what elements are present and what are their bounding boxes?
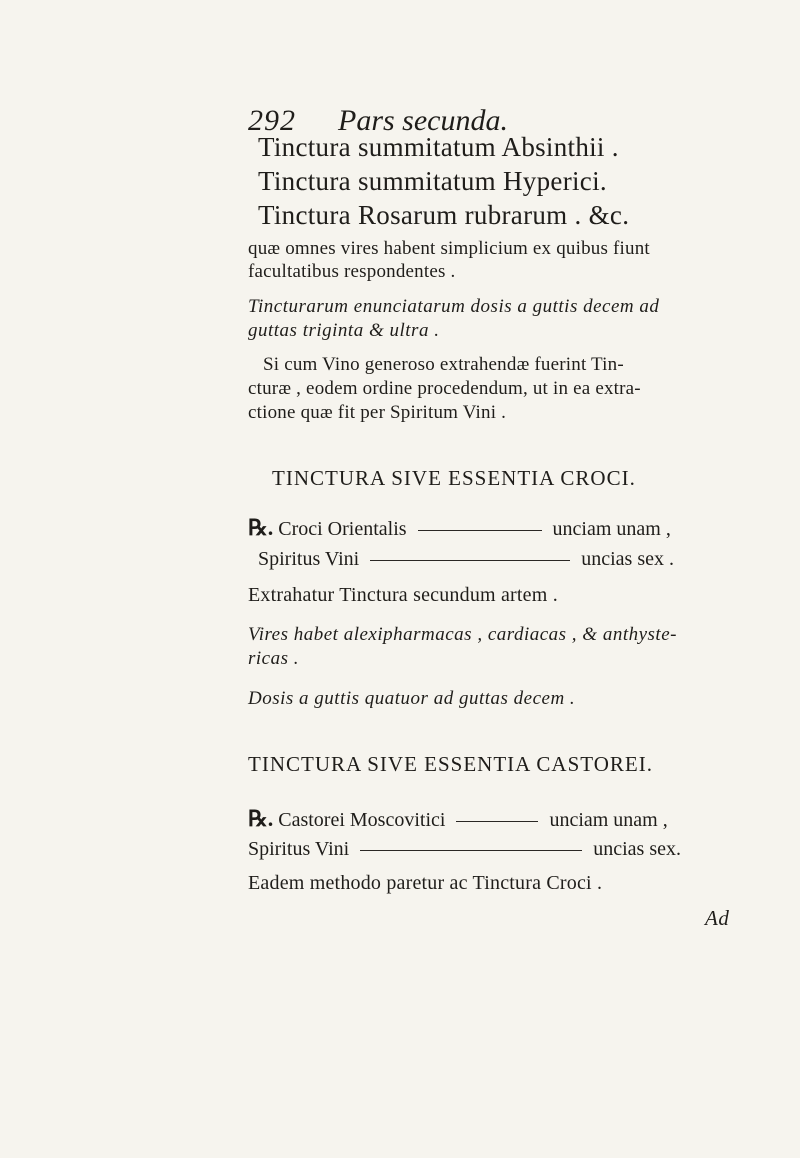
page-number: 292 bbox=[248, 104, 296, 137]
ingredient-amount: uncias sex. bbox=[593, 838, 681, 860]
dosis-line: Dosis a guttis quatuor ad guttas decem . bbox=[248, 688, 576, 709]
leader-dash bbox=[418, 530, 542, 531]
ingredient-amount: uncias sex . bbox=[581, 548, 674, 570]
ingredient-line bbox=[248, 515, 671, 541]
leader-dash bbox=[360, 850, 582, 851]
section-heading: TINCTURA SIVE ESSENTIA CASTOREI. bbox=[248, 752, 653, 776]
instruction: Eadem methodo paretur ac Tinctura Croci . bbox=[248, 872, 603, 894]
ingredient-line bbox=[258, 548, 674, 571]
list-item: Tinctura summitatum Absinthii . bbox=[258, 132, 619, 162]
paragraph-line: cturæ , eodem ordine procedendum, ut in ea extra- bbox=[248, 378, 641, 399]
ingredient-name: Croci Orientalis bbox=[278, 518, 407, 540]
recipe-symbol: ℞. bbox=[248, 806, 274, 831]
paragraph-line: ctione quæ fit per Spiritum Vini . bbox=[248, 402, 507, 423]
ingredient-line bbox=[248, 806, 668, 832]
running-title: Pars secunda. bbox=[338, 104, 508, 137]
list-item: Tinctura Rosarum rubrarum . &c. bbox=[258, 200, 630, 230]
vires-line: ricas . bbox=[248, 648, 299, 669]
dose-line: guttas triginta & ultra . bbox=[248, 320, 440, 341]
paragraph-line: facultatibus respondentes . bbox=[248, 261, 456, 282]
ingredient-amount: unciam unam , bbox=[549, 809, 668, 831]
catchword: Ad bbox=[705, 906, 730, 930]
leader-dash bbox=[370, 560, 570, 561]
section-heading: TINCTURA SIVE ESSENTIA CROCI. bbox=[272, 466, 636, 490]
vires-line: Vires habet alexipharmacas , cardiacas , & anthyste- bbox=[248, 624, 677, 645]
leader-dash bbox=[456, 821, 538, 822]
recipe-symbol: ℞. bbox=[248, 515, 274, 540]
ingredient-amount: unciam unam , bbox=[552, 518, 671, 540]
paragraph-line: quæ omnes vires habent simplicium ex quibus fiunt bbox=[248, 238, 650, 259]
paragraph-line: Si cum Vino generoso extrahendæ fuerint Tin- bbox=[263, 354, 624, 375]
dose-line: Tincturarum enunciatarum dosis a guttis decem ad bbox=[248, 296, 660, 317]
instruction: Extrahatur Tinctura secundum artem . bbox=[248, 584, 558, 606]
ingredient-name: Castorei Moscovitici bbox=[278, 809, 446, 831]
list-item: Tinctura summitatum Hyperici. bbox=[258, 166, 607, 196]
ingredient-line bbox=[248, 838, 681, 861]
ingredient-name: Spiritus Vini bbox=[258, 548, 360, 570]
ingredient-name: Spiritus Vini bbox=[248, 838, 350, 860]
